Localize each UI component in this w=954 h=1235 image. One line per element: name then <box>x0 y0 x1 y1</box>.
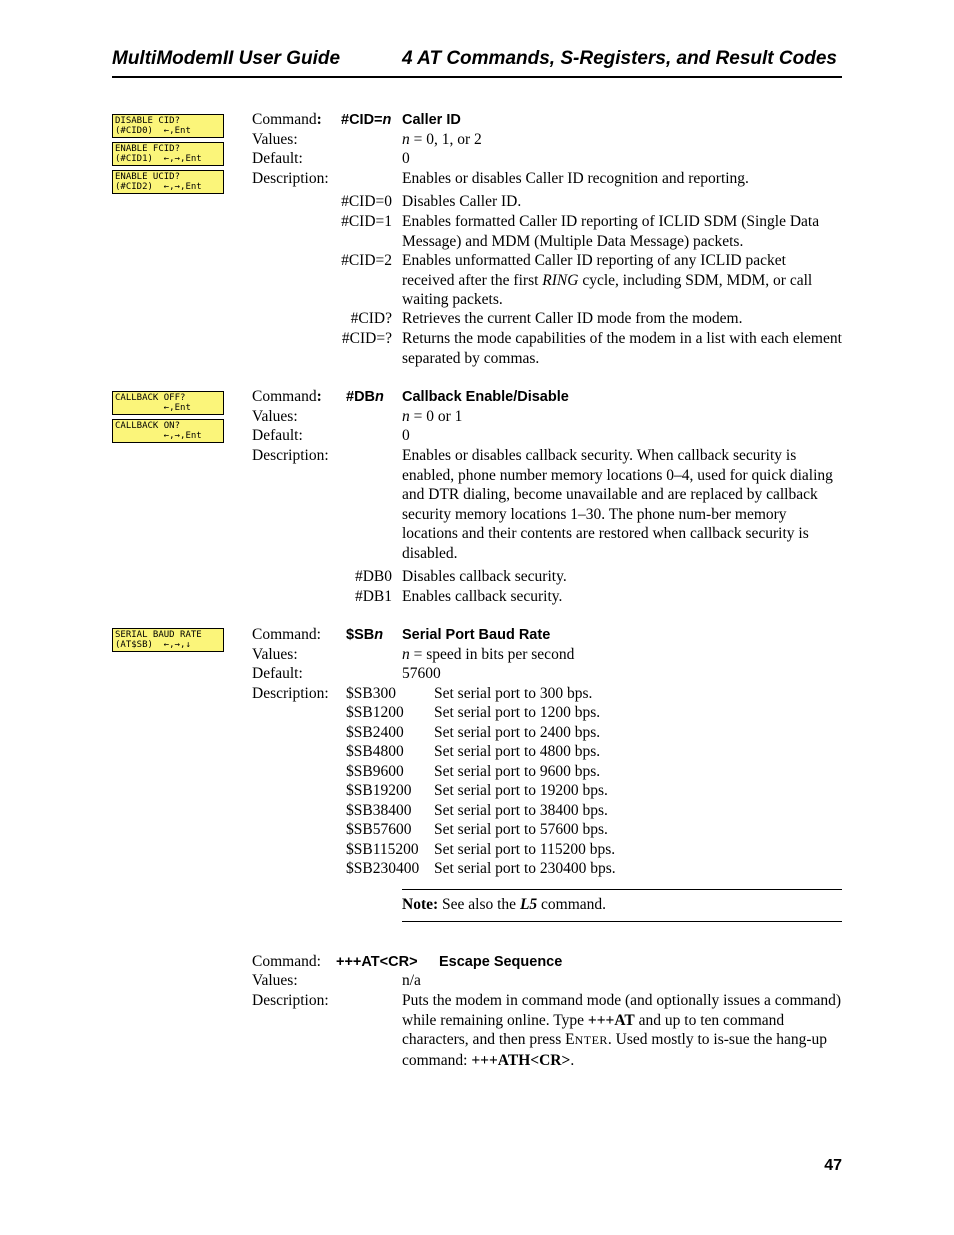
db-description-label: Description: <box>252 447 329 464</box>
db-command-code: #DBn <box>346 389 384 405</box>
cid-opt-code: #CID=2 <box>341 252 392 269</box>
sb-note: Note: See also the L5 command. <box>402 896 607 913</box>
db-values: n = 0 or 1 <box>402 408 463 425</box>
sb-opt-code: $SB38400 <box>346 802 412 819</box>
cid-description-label: Description: <box>252 170 329 187</box>
db-opt-text: Enables callback security. <box>402 588 563 605</box>
db-opt-code: #DB0 <box>354 568 392 585</box>
sb-opt-text: Set serial port to 2400 bps. <box>434 724 601 741</box>
cid-opt-text: Returns the mode capabilities of the modem in a list with each element separated by commas. <box>402 330 842 367</box>
sb-opt-code: $SB2400 <box>346 724 404 741</box>
cid-opt-text: Enables unformatted Caller ID reporting of any ICLID packet received after the first RING cycle, including SDM, MDM, or call waiting packets. <box>402 252 813 308</box>
sb-values: n = speed in bits per second <box>402 646 575 663</box>
cid-description: Enables or disables Caller ID recognition and reporting. <box>402 170 749 187</box>
esc-command-name: Escape Sequence <box>439 954 563 970</box>
page-number: 47 <box>824 1157 842 1174</box>
lcd-callback-off: CALLBACK OFF? ←,Ent <box>112 391 224 415</box>
cid-opt-text: Enables formatted Caller ID reporting of ICLID SDM (Single Data Message) and MDM (Multiple Data Message) packets. <box>402 213 820 250</box>
sb-opt-code: $SB1200 <box>346 704 404 721</box>
db-command-name: Callback Enable/Disable <box>402 389 569 405</box>
lcd-callback-on: CALLBACK ON? ←,→,Ent <box>112 419 224 443</box>
esc-values-label: Values: <box>252 972 298 989</box>
lcd-disable-cid: DISABLE CID? (#CID0) ←,Ent <box>112 114 224 138</box>
cid-default-label: Default: <box>252 150 303 167</box>
lcd-serial-baud-rate: SERIAL BAUD RATE (AT$SB) ←,→,↓ <box>112 628 224 652</box>
note-top-rule <box>402 889 842 890</box>
esc-command-label: Command: <box>252 953 321 970</box>
sb-values-label: Values: <box>252 646 298 663</box>
sb-opt-code: $SB57600 <box>346 821 412 838</box>
cid-command-code: #CID=n <box>341 112 392 128</box>
sb-default-label: Default: <box>252 665 303 682</box>
cid-opt-text: Retrieves the current Caller ID mode from the modem. <box>402 310 743 327</box>
page-header <box>112 48 842 78</box>
cid-default: 0 <box>402 150 410 167</box>
cid-command-name: Caller ID <box>402 112 461 128</box>
sb-opt-code: $SB300 <box>346 685 396 702</box>
sb-default: 57600 <box>402 665 441 682</box>
sb-opt-code: $SB230400 <box>346 860 420 877</box>
cid-opt-code: #CID=? <box>341 330 392 347</box>
cid-values-label: Values: <box>252 131 298 148</box>
esc-description: Puts the modem in command mode (and optionally issues a command) while remaining online. Type +++AT and up to ten command characters, and then press ENTER. Used mostly to is-sue the hang-up command: +++ATH<CR>. <box>402 992 842 1069</box>
sb-description-label: Description: <box>252 685 329 702</box>
sb-opt-text: Set serial port to 38400 bps. <box>434 802 608 819</box>
sb-opt-code: $SB19200 <box>346 782 412 799</box>
sb-opt-code: $SB115200 <box>346 841 419 858</box>
db-opt-text: Disables callback security. <box>402 568 567 585</box>
sb-opt-text: Set serial port to 1200 bps. <box>434 704 601 721</box>
cid-opt-code: #CID? <box>350 310 392 327</box>
esc-values: n/a <box>402 972 421 989</box>
lcd-enable-ucid: ENABLE UCID? (#CID2) ←,→,Ent <box>112 170 224 194</box>
cid-opt-text: Disables Caller ID. <box>402 193 522 210</box>
cid-values: n = 0, 1, or 2 <box>402 131 482 148</box>
sb-opt-text: Set serial port to 300 bps. <box>434 685 593 702</box>
cid-opt-code: #CID=0 <box>341 193 392 210</box>
db-values-label: Values: <box>252 408 298 425</box>
sb-opt-code: $SB4800 <box>346 743 404 760</box>
sb-opt-text: Set serial port to 230400 bps. <box>434 860 616 877</box>
guide-title: MultiModemII User Guide <box>112 48 341 69</box>
sb-opt-text: Set serial port to 57600 bps. <box>434 821 608 838</box>
cid-opt-code: #CID=1 <box>341 213 392 230</box>
chapter-title: 4 AT Commands, S-Registers, and Result Codes <box>402 48 837 69</box>
sb-command-code: $SBn <box>346 627 384 643</box>
db-default: 0 <box>402 427 410 444</box>
sb-command-name: Serial Port Baud Rate <box>402 627 551 643</box>
db-opt-code: #DB1 <box>354 588 392 605</box>
esc-command-code: +++AT<CR> <box>336 954 418 970</box>
sb-command-label: Command: <box>252 626 321 643</box>
sb-opt-code: $SB9600 <box>346 763 404 780</box>
sb-opt-text: Set serial port to 4800 bps. <box>434 743 601 760</box>
cid-command-label: Command: <box>252 111 322 128</box>
sb-opt-text: Set serial port to 9600 bps. <box>434 763 601 780</box>
sb-opt-text: Set serial port to 115200 bps. <box>434 841 616 858</box>
esc-description-label: Description: <box>252 992 329 1009</box>
lcd-enable-fcid: ENABLE FCID? (#CID1) ←,→,Ent <box>112 142 224 166</box>
db-description: Enables or disables callback security. When callback security is enabled, phone number memory locations 0–4, used for quick dialing and DTR dialing, become unavailable and are replaced by callback security memory locations 1–30. The phone num-ber memory locations and their contents are restored when callback security is disabled. <box>402 447 833 562</box>
db-default-label: Default: <box>252 427 303 444</box>
note-bottom-rule <box>402 921 842 922</box>
db-command-label: Command: <box>252 388 322 405</box>
sb-opt-text: Set serial port to 19200 bps. <box>434 782 608 799</box>
